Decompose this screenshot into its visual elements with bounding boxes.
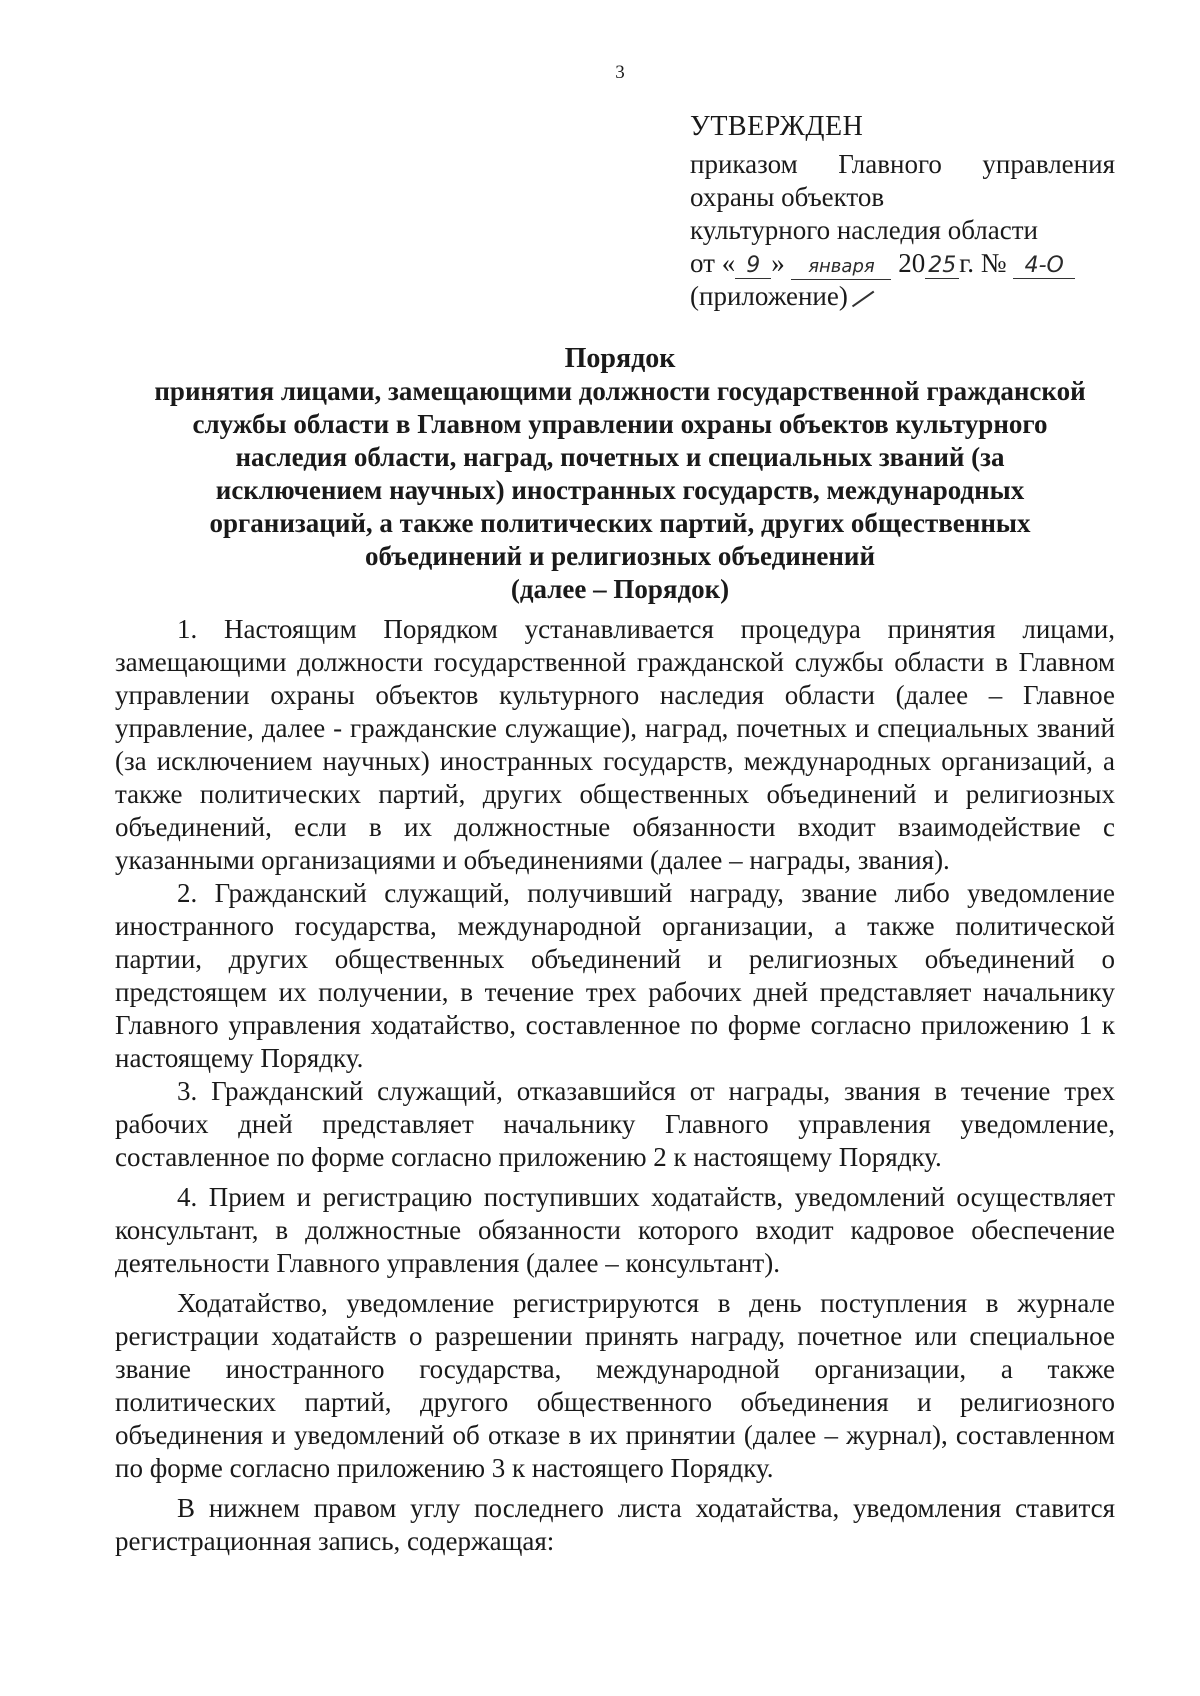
paragraph-4: 4. Прием и регистрацию поступивших ходатайств, уведомлений осуществляет консультант, в должностные обязанности которого входит кадровое обеспечение деятельности Главного управления (далее – консультант). <box>115 1182 1115 1278</box>
approval-title: УТВЕРЖДЕН <box>690 111 864 142</box>
title-line: объединений и религиозных объединений <box>364 541 876 571</box>
approval-line-1: приказом Главного управления <box>690 149 1115 179</box>
title-line: организаций, а также политических партий, других общественных <box>209 508 1031 538</box>
year-label: г. № <box>959 248 1007 278</box>
handwritten-order-number: 4-О <box>1013 254 1075 279</box>
title-line: наследия области, наград, почетных и специальных званий (за <box>235 442 1005 472</box>
handwritten-day: 9 <box>735 254 771 279</box>
date-close-quote: » <box>771 248 785 278</box>
paragraph-1: 1. Настоящим Порядком устанавливается процедура принятия лицами, замещающими должности государственной гражданской службы области в Главном управлении охраны объектов культурного наследия области (далее – Главное управление, далее - гражданские служащие), наград, почетных и специальных званий (за исключением научных) иностранных государств, международных организаций, а также политических партий, других общественных объединений и религиозных объединений, если в их должностные обязанности входит взаимодействие с указанными организациями и объединениями (далее – награды, звания). <box>115 614 1115 875</box>
title-heading: Порядок <box>564 343 676 374</box>
approval-note: (приложение) <box>690 281 848 311</box>
paragraph-6: В нижнем правом углу последнего листа ходатайства, уведомления ставится регистрационная запись, содержащая: <box>115 1493 1115 1556</box>
approval-line-2: охраны объектов <box>690 182 885 212</box>
handwritten-month: января <box>791 255 891 280</box>
pen-mark-icon <box>848 288 876 310</box>
document-body <box>115 613 1115 1558</box>
year-prefix: 20 <box>898 248 926 278</box>
paragraph-3: 3. Гражданский служащий, отказавшийся от награды, звания в течение трех рабочих дней представляет начальнику Главного управления уведомление, составленное по форме согласно приложению 2 к настоящему Порядку. <box>115 1076 1115 1172</box>
title-line: принятия лицами, замещающими должности государственной гражданской <box>154 376 1086 406</box>
approval-stamp <box>690 110 1115 313</box>
date-prefix: от « <box>690 248 736 278</box>
title-line: исключением научных) иностранных государств, международных <box>215 475 1025 505</box>
approval-date-line <box>690 247 1115 280</box>
page-number: 3 <box>615 62 625 83</box>
title-line: службы области в Главном управлении охраны объектов культурного <box>192 409 1048 439</box>
title-line: (далее – Порядок) <box>510 574 730 604</box>
approval-line-3: культурного наследия области <box>690 215 1038 245</box>
approval-note-line <box>690 280 1115 313</box>
handwritten-year: 25 <box>925 254 959 279</box>
document-title <box>100 342 1140 606</box>
paragraph-2: 2. Гражданский служащий, получивший награду, звание либо уведомление иностранного государства, международной организации, а также политической партии, других общественных объединений и религиозных объединений о предстоящем их получении, в течение трех рабочих дней представляет начальнику Главного управления ходатайство, составленное по форме согласно приложению 1 к настоящему Порядку. <box>115 878 1115 1073</box>
paragraph-5: Ходатайство, уведомление регистрируются в день поступления в журнале регистрации ходатайств о разрешении принять награду, почетное или специальное звание иностранного государства, международной организации, а также политических партий, другого общественного объединения и религиозного объединения и уведомлений об отказе в их принятии (далее – журнал), составленном по форме согласно приложению 3 к настоящего Порядку. <box>115 1288 1115 1483</box>
